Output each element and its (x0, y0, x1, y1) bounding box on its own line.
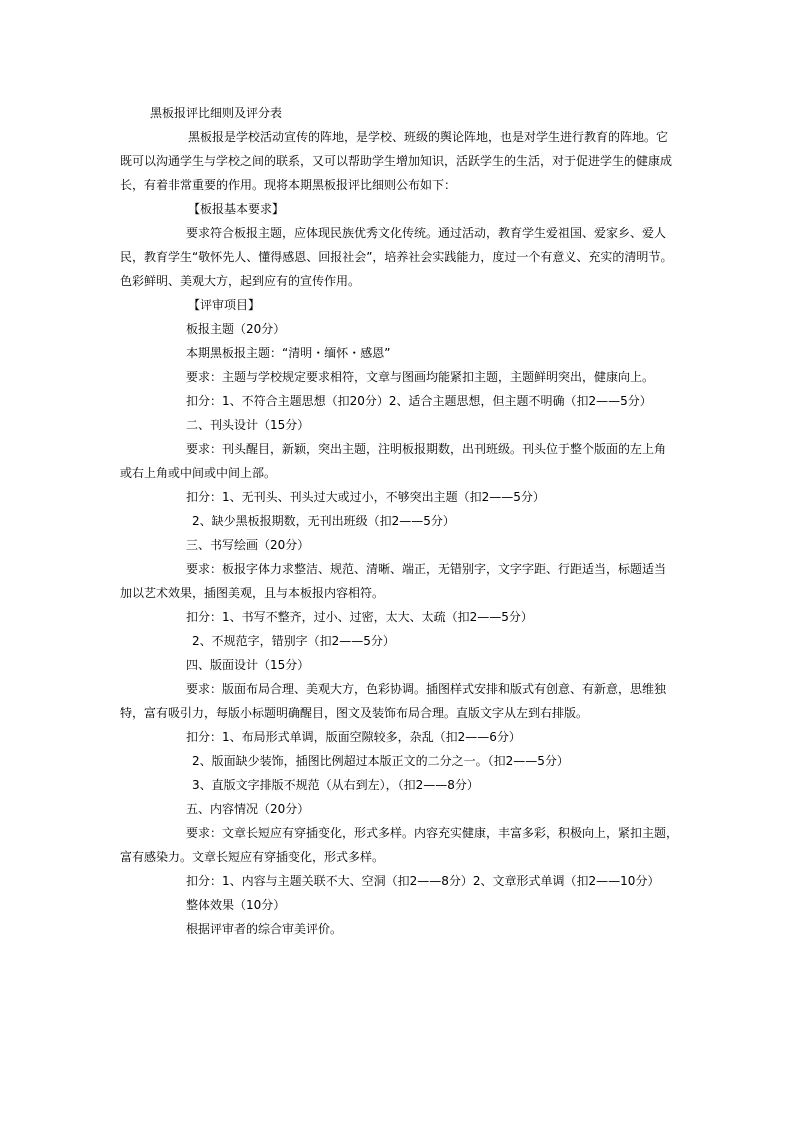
intro-paragraph-line: 黑板报是学校活动宣传的阵地，是学校、班级的舆论阵地，也是对学生进行教育的阵地。它 (188, 130, 669, 144)
item-theme-text: 本期黑板报主题：“清明・缅怀・感恩” (186, 346, 391, 360)
basic-requirements-line: 色彩鲜明、美观大方，起到应有的宣传作用。 (120, 274, 361, 288)
item-title-content: 五、内容情况（20分） (186, 802, 310, 816)
item-requirement: 要求：主题与学校规定要求相符，文章与图画均能紧扣主题，主题鲜明突出，健康向上。 (186, 370, 655, 384)
document-body (120, 101, 680, 941)
item-requirement: 要求：板报字体力求整洁、规范、清晰、端正，无错别字，文字字距、行距适当，标题适当 (186, 562, 667, 576)
basic-requirements-line: 民，教育学生“敬怀先人、懂得感恩、回报社会”，培养社会实践能力，度过一个有意义、充实的清明节。 (120, 250, 673, 264)
item-requirement: 要求：文章长短应有穿插变化，形式多样。内容充实健康，丰富多彩，积极向上，紧扣主题， (186, 826, 679, 840)
item-deduction: 扣分：1、布局形式单调，版面空隙较多，杂乱（扣2——6分） (186, 730, 521, 744)
item-deduction: 扣分：1、不符合主题思想（扣20分）2、适合主题思想，但主题不明确（扣2——5分） (186, 394, 652, 408)
item-title-theme: 板报主题（20分） (186, 322, 286, 336)
item-deduction: 2、缺少黑板报期数，无刊出班级（扣2——5分） (192, 514, 455, 528)
item-title-overall: 整体效果（10分） (186, 898, 286, 912)
item-title-layout: 四、版面设计（15分） (186, 658, 310, 672)
intro-paragraph-line: 长，有着非常重要的作用。现将本期黑板报评比细则公布如下： (120, 178, 457, 192)
intro-paragraph-line: 既可以沟通学生与学校之间的联系，又可以帮助学生增加知识，活跃学生的生活，对于促进学生的健康成 (120, 154, 673, 168)
item-deduction: 2、版面缺少装饰，插图比例超过本版正文的二分之一。（扣2——5分） (192, 754, 569, 768)
item-deduction: 2、不规范字，错别字（扣2——5分） (192, 634, 395, 648)
item-deduction: 扣分：1、无刊头、刊头过大或过小，不够突出主题（扣2——5分） (186, 490, 545, 504)
item-deduction: 扣分：1、书写不整齐，过小、过密，太大、太疏（扣2——5分） (186, 610, 533, 624)
item-overall-text: 根据评审者的综合审美评价。 (186, 922, 343, 936)
document-title: 黑板报评比细则及评分表 (150, 106, 283, 120)
item-requirement: 要求：版面布局合理、美观大方，色彩协调。插图样式安排和版式有创意、有新意，思维独 (186, 682, 667, 696)
item-deduction: 3、直版文字排版不规范（从右到左），（扣2——8分） (192, 778, 479, 792)
item-requirement: 要求：刊头醒目，新颖，突出主题，注明板报期数，出刊班级。刊头位于整个版面的左上角 (186, 442, 667, 456)
item-requirement: 富有感染力。文章长短应有穿插变化，形式多样。 (120, 850, 385, 864)
item-requirement: 或右上角或中间或中间上部。 (120, 466, 277, 480)
section-heading-review: 【评审项目】 (188, 298, 261, 312)
item-requirement: 加以艺术效果，插图美观，且与本板报内容相符。 (120, 586, 385, 600)
basic-requirements-line: 要求符合板报主题，应体现民族优秀文化传统。通过活动，教育学生爱祖国、爱家乡、爱人 (186, 226, 667, 240)
item-deduction: 扣分：1、内容与主题关联不大、空洞（扣2——8分）2、文章形式单调（扣2——10分） (186, 874, 660, 888)
section-heading-basic: 【板报基本要求】 (188, 202, 285, 216)
item-title-writing: 三、书写绘画（20分） (186, 538, 310, 552)
item-requirement: 特，富有吸引力，每版小标题明确醒目，图文及装饰布局合理。直版文字从左到右排版。 (120, 706, 589, 720)
item-title-masthead: 二、刊头设计（15分） (186, 418, 310, 432)
